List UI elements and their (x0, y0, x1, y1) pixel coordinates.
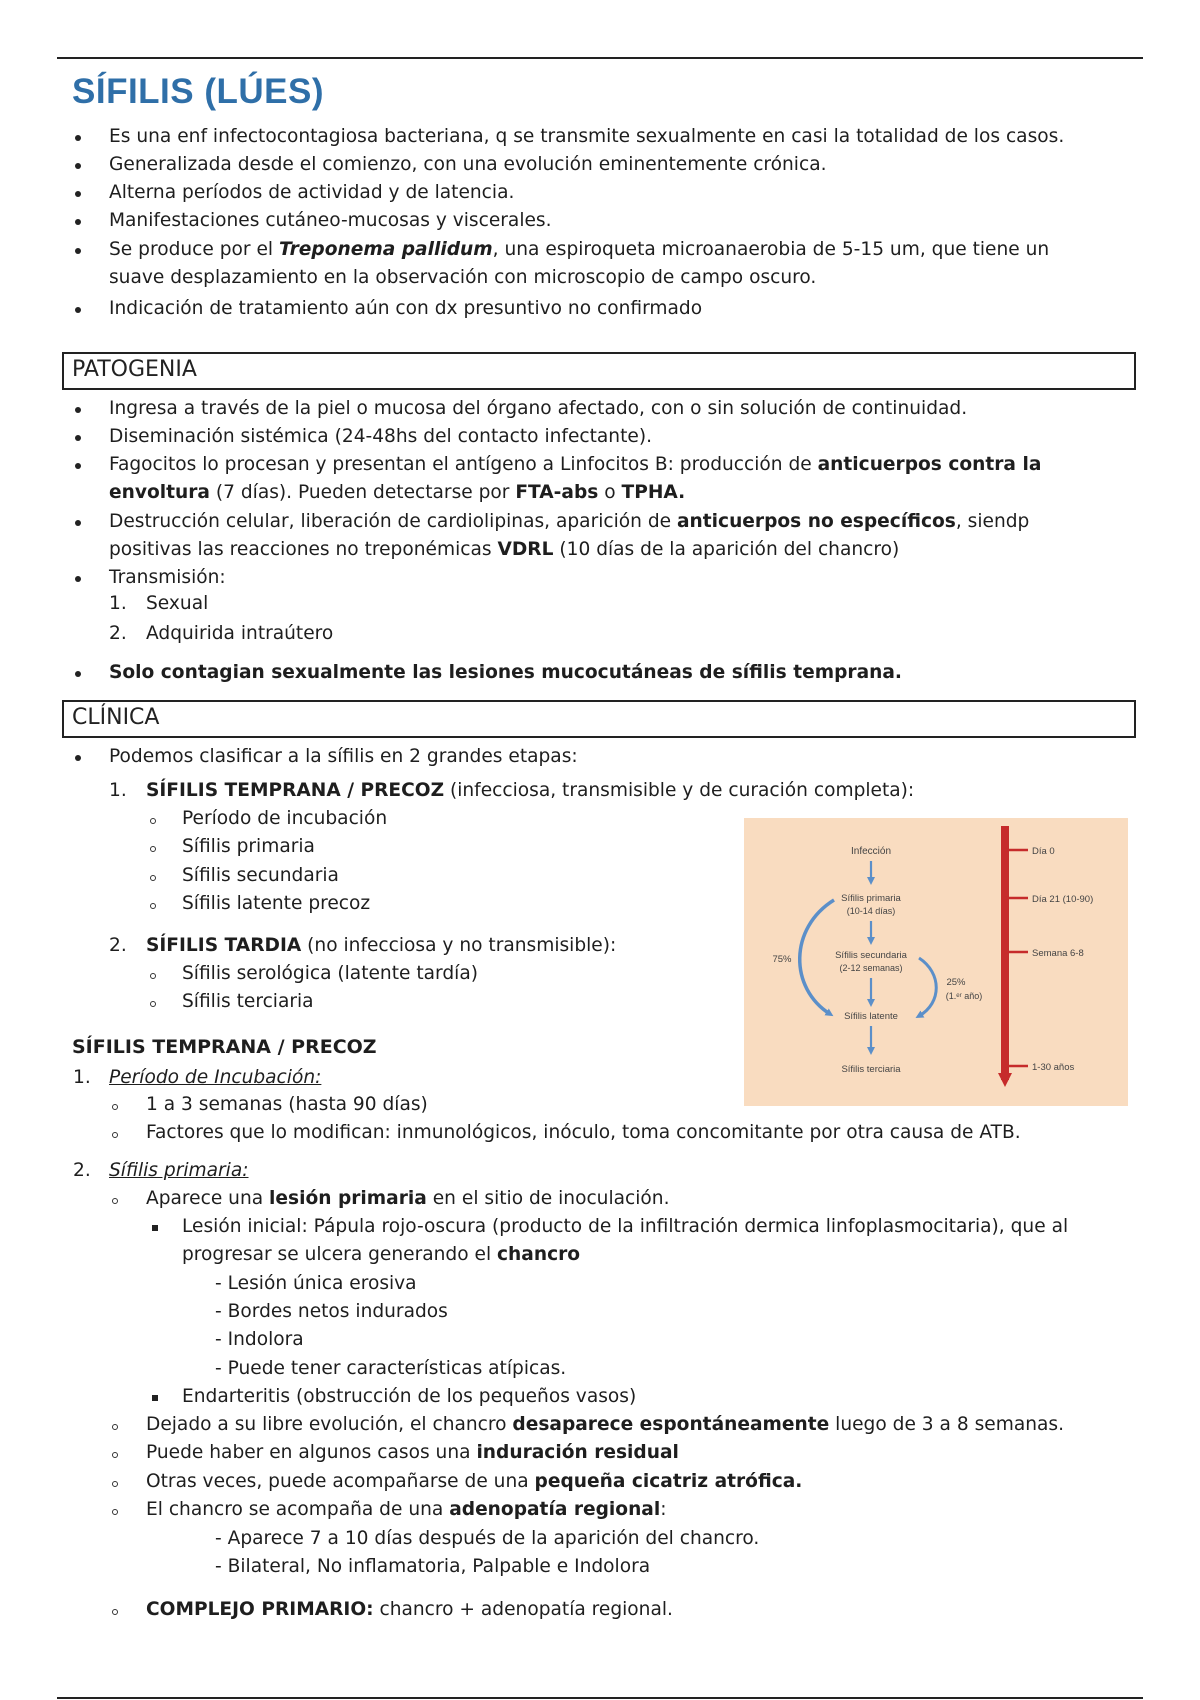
temprana-item-4: Sífilis latente precoz (182, 893, 371, 914)
intro-bullet-3: Alterna períodos de actividad y de latencia. (109, 182, 515, 203)
section-header-clinica: CLÍNICA (62, 700, 1136, 738)
tardia-item-1: Sífilis serológica (latente tardía) (182, 963, 478, 984)
time-week6-8: Semana 6-8 (1032, 948, 1084, 959)
patogenia-bullet-3-cont: envoltura (7 días). Pueden detectarse por FTA-abs o TPHA. (109, 482, 686, 503)
sifilis-primaria-title: Sífilis primaria: (109, 1160, 249, 1181)
list-number: 2. (109, 623, 127, 644)
time-years: 1-30 años (1032, 1062, 1075, 1073)
transmision-item-2: Adquirida intraútero (146, 623, 334, 644)
lesion-inicial: Lesión inicial: Pápula rojo-oscura (producto de la infiltración dermica linfoplasmocitaria), que al (182, 1216, 1069, 1237)
chancro-trait-2: - Bordes netos indurados (215, 1301, 448, 1322)
stage-latente: Sífilis latente (844, 1011, 898, 1022)
primaria-item-5: El chancro se acompaña de una adenopatía regional: (146, 1499, 667, 1520)
bullet (75, 407, 81, 413)
square-bullet (152, 1225, 158, 1231)
etapa-temprana: SÍFILIS TEMPRANA / PRECOZ (infecciosa, transmisible y de curación completa): (146, 780, 915, 801)
bullet (75, 435, 81, 441)
sub-bullet (112, 1509, 118, 1515)
sub-bullet (112, 1609, 118, 1615)
list-number: 1. (73, 1067, 91, 1088)
sub-bullet (112, 1481, 118, 1487)
sub-bullet (150, 973, 156, 979)
list-number: 2. (109, 935, 127, 956)
bullet (75, 463, 81, 469)
list-number: 1. (109, 593, 127, 614)
bullet (75, 307, 81, 313)
chancro-trait-4: - Puede tener características atípicas. (215, 1358, 567, 1379)
bullet (75, 671, 81, 677)
bullet (75, 135, 81, 141)
bullet (75, 520, 81, 526)
incubacion-item-1: 1 a 3 semanas (hasta 90 días) (146, 1094, 428, 1115)
bullet (75, 219, 81, 225)
sub-bullet (150, 903, 156, 909)
patogenia-bullet-1: Ingresa a través de la piel o mucosa del órgano afectado, con o sin solución de continuidad. (109, 398, 968, 419)
clinica-bullet-1: Podemos clasificar a la sífilis en 2 grandes etapas: (109, 746, 578, 767)
bullet (75, 755, 81, 761)
patogenia-bullet-5: Transmisión: (109, 567, 226, 588)
bullet (75, 248, 81, 254)
adenopatia-trait-1: - Aparece 7 a 10 días después de la aparición del chancro. (215, 1528, 760, 1549)
square-bullet (152, 1395, 158, 1401)
top-rule (57, 57, 1143, 59)
adenopatia-trait-2: - Bilateral, No inflamatoria, Palpable e Indolora (215, 1556, 651, 1577)
patogenia-bullet-6: Solo contagian sexualmente las lesiones mucocutáneas de sífilis temprana. (109, 662, 902, 683)
section-header-patogenia: PATOGENIA (62, 352, 1136, 390)
primaria-item-1: Aparece una lesión primaria en el sitio de inoculación. (146, 1188, 670, 1209)
intro-bullet-1: Es una enf infectocontagiosa bacteriana, q se transmite sexualmente en casi la totalidad de los casos. (109, 126, 1065, 147)
chancro-trait-1: - Lesión única erosiva (215, 1273, 417, 1294)
patogenia-bullet-2: Diseminación sistémica (24-48hs del contacto infectante). (109, 426, 652, 447)
pct-25-label: 25% (946, 977, 966, 988)
sub-bullet (112, 1198, 118, 1204)
intro-bullet-5-cont: suave desplazamiento en la observación con microscopio de campo oscuro. (109, 267, 817, 288)
stage-infeccion: Infección (850, 846, 892, 857)
primaria-item-2: Dejado a su libre evolución, el chancro desaparece espontáneamente luego de 3 a 8 semanas. (146, 1414, 1064, 1435)
temprana-item-3: Sífilis secundaria (182, 865, 339, 886)
patogenia-bullet-4: Destrucción celular, liberación de cardiolipinas, aparición de anticuerpos no específicos, siendp (109, 511, 1030, 532)
time-day0: Día 0 (1032, 846, 1055, 857)
sub-bullet (112, 1452, 118, 1458)
bullet (75, 191, 81, 197)
sub-bullet (112, 1132, 118, 1138)
etapa-tardia: SÍFILIS TARDIA (no infecciosa y no transmisible): (146, 935, 617, 956)
stage-secundaria-weeks: (2-12 semanas) (839, 963, 903, 973)
endarteritis: Endarteritis (obstrucción de los pequeños vasos) (182, 1386, 637, 1407)
tardia-item-2: Sífilis terciaria (182, 991, 314, 1012)
stage-primaria-days: (10-14 días) (846, 906, 896, 916)
stage-primaria: Sífilis primaria (841, 893, 901, 904)
intro-bullet-2: Generalizada desde el comienzo, con una evolución eminentemente crónica. (109, 154, 827, 175)
transmision-item-1: Sexual (146, 593, 209, 614)
temprana-item-2: Sífilis primaria (182, 836, 315, 857)
incubacion-item-2: Factores que lo modifican: inmunológicos, inóculo, toma concomitante por otra causa de ATB. (146, 1122, 1021, 1143)
sub-bullet (150, 818, 156, 824)
patogenia-bullet-3: Fagocitos lo procesan y presentan el antígeno a Linfocitos B: producción de anticuerpos contra la (109, 454, 1042, 475)
primaria-item-4: Otras veces, puede acompañarse de una pequeña cicatriz atrófica. (146, 1471, 803, 1492)
periodo-incubacion-title: Período de Incubación: (109, 1067, 322, 1088)
pct-25-year: (1.ᵉʳ año) (945, 991, 983, 1001)
sub-bullet (150, 875, 156, 881)
temprana-item-1: Período de incubación (182, 808, 388, 829)
list-number: 2. (73, 1160, 91, 1181)
list-number: 1. (109, 780, 127, 801)
lesion-inicial-cont: progresar se ulcera generando el chancro (182, 1244, 581, 1265)
primaria-item-3: Puede haber en algunos casos una induración residual (146, 1442, 679, 1463)
page-title: SÍFILIS (LÚES) (72, 72, 324, 111)
time-day21: Día 21 (10-90) (1032, 894, 1094, 905)
patogenia-bullet-4-cont: positivas las reacciones no treponémicas VDRL (10 días de la aparición del chancro) (109, 539, 900, 560)
chancro-trait-3: - Indolora (215, 1329, 304, 1350)
intro-bullet-4: Manifestaciones cutáneo-mucosas y viscerales. (109, 210, 552, 231)
sub-bullet (112, 1424, 118, 1430)
stage-secundaria: Sífilis secundaria (835, 950, 907, 961)
bottom-rule (57, 1697, 1143, 1699)
sub-bullet (150, 846, 156, 852)
sifilis-evolution-diagram (744, 818, 1128, 1106)
bullet (75, 163, 81, 169)
complejo-primario: COMPLEJO PRIMARIO: chancro + adenopatía regional. (146, 1599, 673, 1620)
sub-bullet (112, 1104, 118, 1110)
intro-bullet-6: Indicación de tratamiento aún con dx presuntivo no confirmado (109, 298, 703, 319)
intro-bullet-5: Se produce por el Treponema pallidum, una espiroqueta microanaerobia de 5-15 um, que tiene un (109, 239, 1050, 260)
sub-bullet (150, 1001, 156, 1007)
stage-terciaria: Sífilis terciaria (841, 1064, 901, 1075)
subsection-title-temprana: SÍFILIS TEMPRANA / PRECOZ (72, 1036, 377, 1058)
pct-75-label: 75% (772, 954, 792, 965)
bullet (75, 576, 81, 582)
